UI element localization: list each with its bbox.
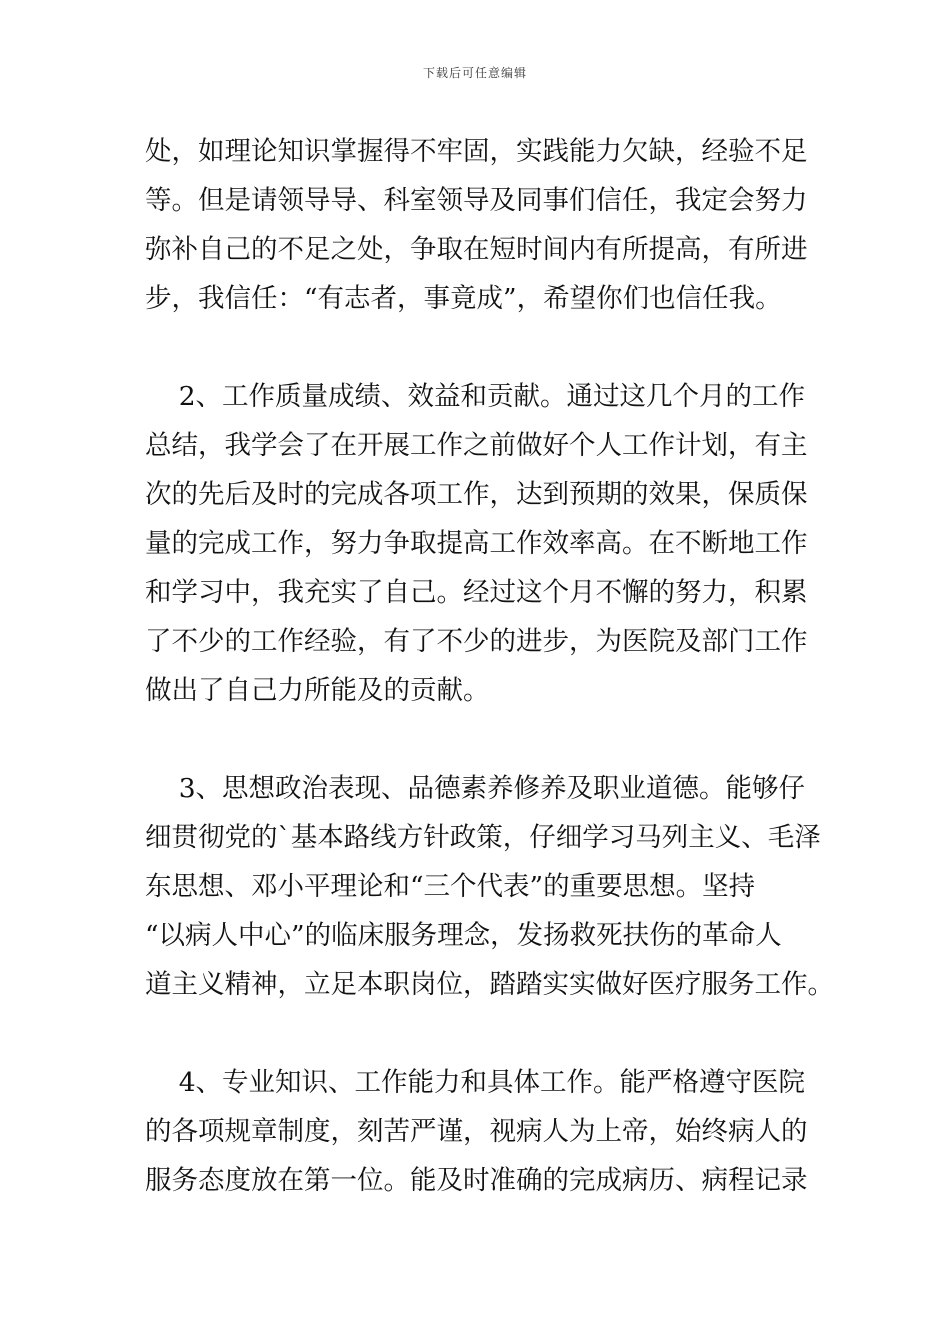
paragraph-3	[145, 764, 834, 1009]
paragraph-gap	[145, 323, 813, 372]
text-line: 做出了自己力所能及的贡献。	[145, 675, 490, 706]
paragraph-2	[145, 372, 813, 715]
text-line: 道主义精神，立足本职岗位，踏踏实实做好医疗服务工作。	[145, 969, 834, 1000]
paragraph-1	[145, 127, 813, 323]
text-line: 弥补自己的不足之处，争取在短时间内有所提高，有所进	[145, 234, 808, 265]
text-line: 服务态度放在第一位。能及时准确的完成病历、病程记录	[145, 1165, 808, 1196]
text-line: 量的完成工作，努力争取提高工作效率高。在不断地工作	[145, 528, 808, 559]
text-line: 3、思想政治表现、品德素养修养及职业道德。能够仔	[145, 773, 806, 804]
text-line: 2、工作质量成绩、效益和贡献。通过这几个月的工作	[145, 381, 806, 412]
text-line: 东思想、邓小平理论和“三个代表”的重要思想。坚持	[145, 871, 756, 902]
text-line: 步，我信任：“有志者，事竟成”，希望你们也信任我。	[145, 283, 782, 314]
text-line: 次的先后及时的完成各项工作，达到预期的效果，保质保	[145, 479, 808, 510]
text-line: 总结，我学会了在开展工作之前做好个人工作计划，有主	[145, 430, 808, 461]
text-line: 处，如理论知识掌握得不牢固，实践能力欠缺，经验不足	[145, 136, 808, 167]
document-body	[145, 127, 834, 1205]
text-line: 了不少的工作经验，有了不少的进步，为医院及部门工作	[145, 626, 808, 657]
paragraph-gap	[145, 715, 813, 764]
page-header: 下载后可任意编辑	[422, 66, 527, 80]
text-line: “以病人中心”的临床服务理念，发扬救死扶伤的革命人	[145, 920, 782, 951]
text-line: 和学习中，我充实了自己。经过这个月不懈的努力，积累	[145, 577, 808, 608]
paragraph-gap	[145, 1009, 813, 1058]
text-line: 4、专业知识、工作能力和具体工作。能严格遵守医院	[145, 1067, 806, 1098]
text-line: 等。但是请领导导、科室领导及同事们信任，我定会努力	[145, 185, 808, 216]
paragraph-4	[145, 1058, 813, 1205]
text-line: 的各项规章制度，刻苦严谨，视病人为上帝，始终病人的	[145, 1116, 808, 1147]
text-line: 细贯彻党的`基本路线方针政策，仔细学习马列主义、毛泽	[145, 822, 821, 853]
